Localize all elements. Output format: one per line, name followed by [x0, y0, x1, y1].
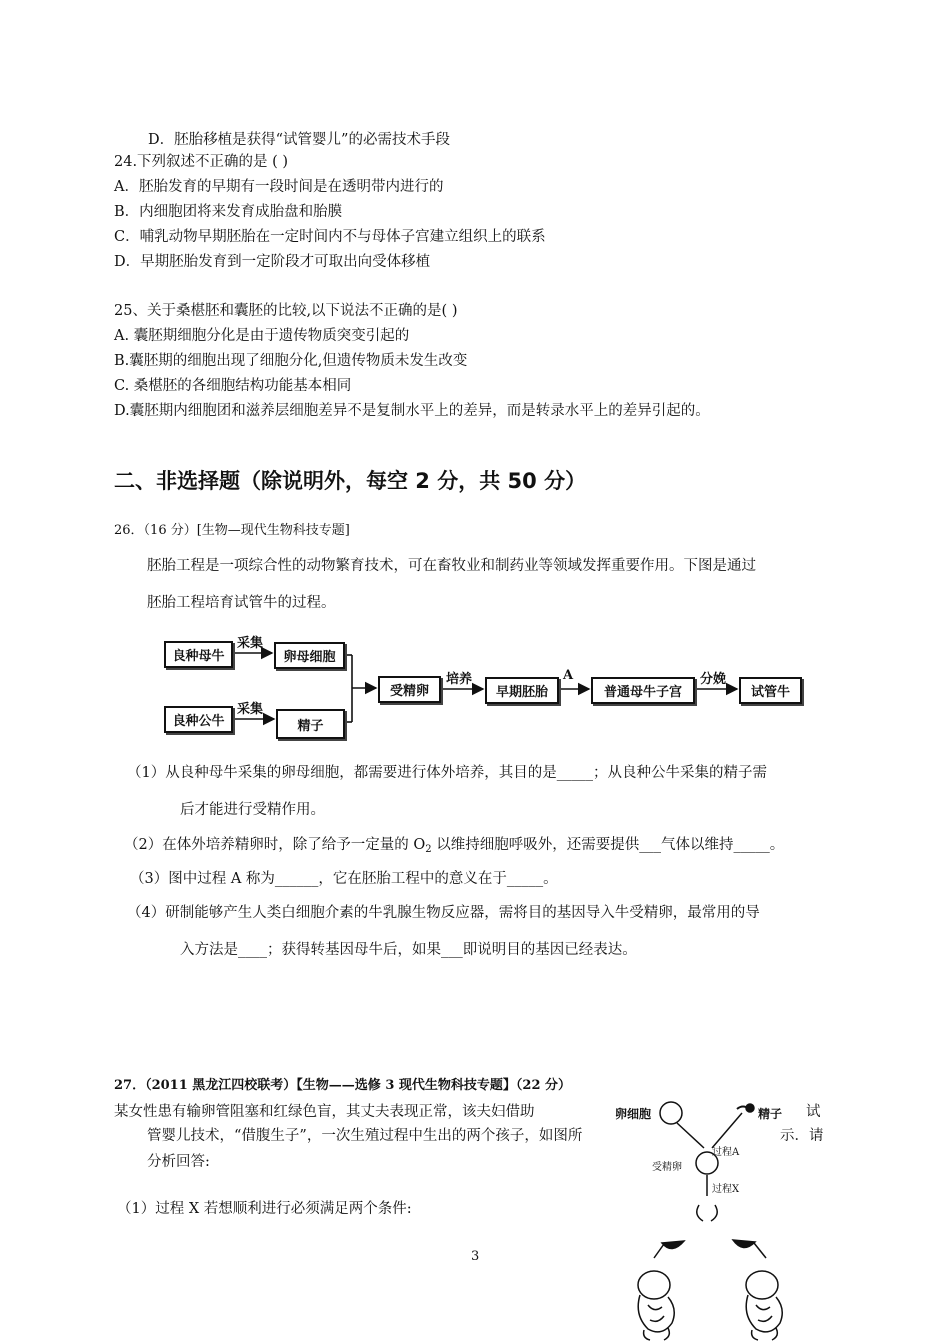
q27-line2: 管婴儿技术，“借腹生子”，一次生殖过程中生出的两个孩子，如图所: [147, 1128, 583, 1144]
sperm-cell-icon: [746, 1104, 754, 1112]
fetus-right-icon: [746, 1271, 782, 1340]
elite-bull-label: 良种公牛: [172, 714, 225, 729]
egg-cell-label: 卵细胞: [615, 1107, 652, 1121]
test-tube-calf-label: 试管牛: [750, 685, 790, 700]
q24-option-b: B．内细胞团将来发育成胎盘和胎膜: [114, 204, 343, 220]
egg-cell-icon: [660, 1102, 682, 1124]
page-number: 3: [471, 1249, 480, 1264]
sperm-label: 精子: [297, 718, 324, 734]
q24-option-d: D．早期胚胎发育到一定阶段才可取出向受体移植: [114, 254, 431, 270]
surrogate-mother-right-icon: [733, 1240, 755, 1248]
q27-sub1: （1）过程 X 若想顺利进行必须满足两个条件:: [117, 1201, 412, 1217]
elite-cow-label: 良种母牛: [172, 649, 225, 664]
q27-line1-end: 试: [806, 1104, 821, 1120]
sperm-label-fig: 精子: [758, 1107, 783, 1121]
culture-label: 培养: [446, 672, 473, 687]
q26-intro-line1: 胚胎工程是一项综合性的动物繁育技术，可在畜牧业和制药业等领域发挥重要作用。下图是通过: [147, 558, 756, 574]
early-embryo-label: 早期胚胎: [495, 685, 548, 700]
q26-intro-line2: 胚胎工程培育试管牛的过程。: [147, 595, 336, 611]
q25-option-b: B.囊胚期的细胞出现了细胞分化,但遗传物质未发生改变: [114, 353, 468, 369]
q27-line1: 某女性患有输卵管阻塞和红绿色盲，其丈夫表现正常，该夫妇借助: [114, 1104, 535, 1120]
zygote-label: 受精卵: [652, 1162, 682, 1173]
q27-line3: 分析回答:: [147, 1154, 210, 1170]
q25-option-c: C. 桑椹胚的各细胞结构功能基本相同: [114, 378, 352, 394]
process-a-label: A: [563, 668, 574, 683]
q26-sub1-line2: 后才能进行受精作用。: [180, 802, 325, 818]
fetus-left-icon: [638, 1271, 674, 1340]
section-heading: 二、非选择题（除说明外，每空 2 分，共 50 分）: [114, 469, 587, 493]
q24-option-a: A．胚胎发育的早期有一段时间是在透明带内进行的: [114, 179, 444, 195]
q26-sub4-line2: 入方法是____；获得转基因母牛后，如果___即说明目的基因已经表达。: [180, 942, 637, 958]
q26-sub2-text: （2）在体外培养精卵时，除了给予一定量的 O: [124, 837, 426, 853]
o2-subscript: 2: [425, 844, 432, 855]
split-embryo-icon: [697, 1205, 718, 1221]
q26-sub4-line1: （4）研制能够产生人类白细胞介素的牛乳腺生物反应器，需将目的基因导入牛受精卵，最常用的导: [127, 905, 760, 921]
q26-header: 26．（16 分）[生物—现代生物科技专题]: [114, 523, 350, 538]
q24-stem: 24.下列叙述不正确的是 ( ): [114, 154, 289, 170]
oocyte-label: 卵母细胞: [283, 650, 336, 665]
process-x-label: 过程X: [712, 1184, 740, 1195]
collect-label-female: 采集: [237, 636, 264, 651]
collect-label-male: 采集: [237, 702, 264, 717]
q27-header: 27．（2011 黑龙江四校联考）【生物——选修 3 现代生物科技专题】（22 分）: [114, 1078, 572, 1093]
q24-option-c: C．哺乳动物早期胚胎在一定时间内不与母体子宫建立组织上的联系: [114, 229, 546, 245]
q23-option-d: D．胚胎移植是获得“试管婴儿”的必需技术手段: [148, 132, 450, 148]
process-a-fig-label: 过程A: [712, 1147, 740, 1158]
fertilized-egg-label: 受精卵: [389, 684, 429, 699]
q25-stem: 25、关于桑椹胚和囊胚的比较,以下说法不正确的是( ): [114, 303, 458, 319]
q27-line2-end: 示．请: [780, 1128, 824, 1144]
birth-label: 分娩: [700, 672, 727, 687]
q26-sub2-text-end: 以维持细胞呼吸外，还需要提供___气体以维持_____。: [431, 837, 785, 853]
q26-sub3: （3）图中过程 A 称为______，它在胚胎工程中的意义在于_____。: [130, 871, 558, 887]
q25-option-a: A. 囊胚期细胞分化是由于遗传物质突变引起的: [114, 328, 410, 344]
q25-option-d: D.囊胚期内细胞团和滋养层细胞差异不是复制水平上的差异，而是转录水平上的差异引起的。: [114, 403, 710, 419]
surrogate-mother-left-icon: [662, 1241, 684, 1249]
q26-sub1-line1: （1）从良种母牛采集的卵母细胞，都需要进行体外培养，其目的是_____；从良种公牛采集的精子需: [127, 765, 767, 781]
recipient-uterus-label: 普通母牛子宫: [603, 685, 682, 700]
